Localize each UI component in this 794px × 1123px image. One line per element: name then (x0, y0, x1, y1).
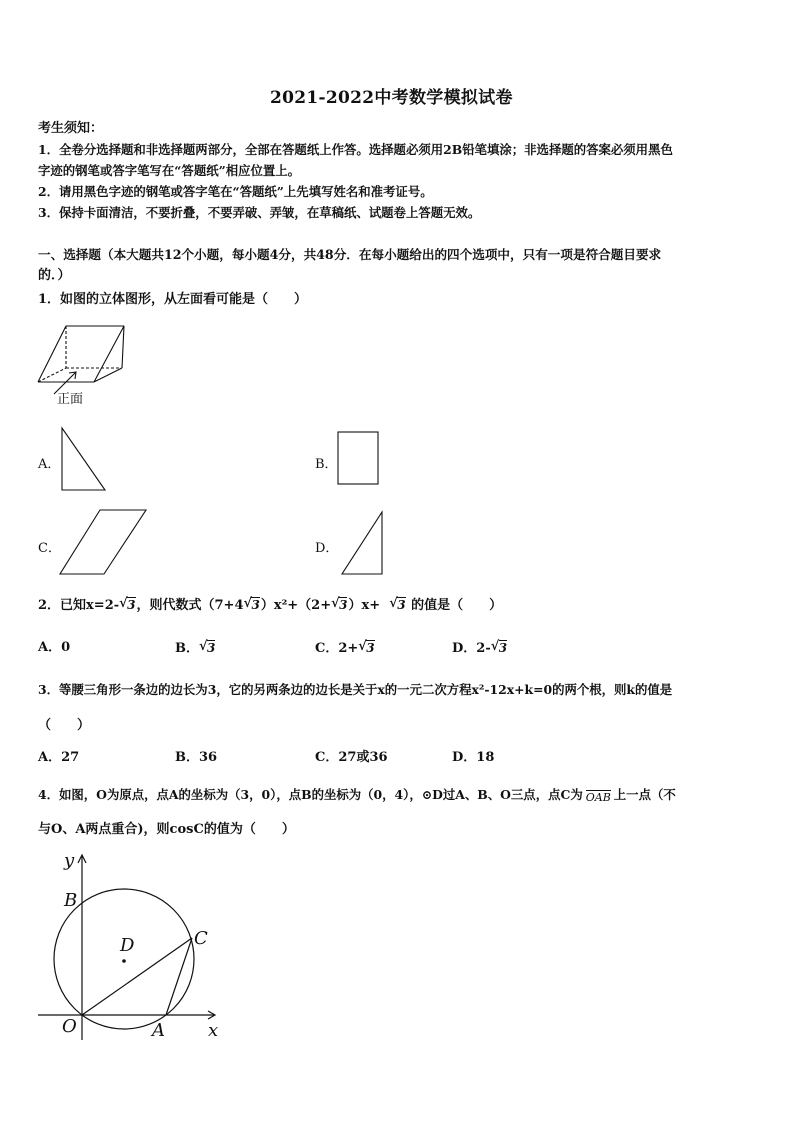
q2-part-5: 的值是（ ） (411, 598, 503, 613)
q3-option-d[interactable]: D．18 (452, 750, 495, 765)
q2-option-d[interactable] (452, 640, 508, 657)
page-title: 2021-2022中考数学模拟试卷 (270, 88, 513, 108)
q1-solid-figure (36, 322, 136, 402)
q4-arc-label: OAB (585, 791, 611, 804)
q2-part-3: ）x²+（2+ (260, 598, 332, 613)
q2-option-d-sqrt: √ 3 (492, 640, 507, 656)
question-1-stem: 1．如图的立体图形，从左面看可能是（ ） (38, 292, 308, 307)
q4-label-b: B (64, 890, 78, 911)
q2-option-c-sqrt: √ 3 (359, 640, 374, 656)
q4-coordinate-figure (36, 850, 236, 1050)
q4-stem-part-2: 上一点（不 (613, 787, 676, 802)
q1-option-a-label[interactable]: A． (38, 457, 61, 472)
question-4-stem-line2: 与O、A两点重合)，则cosC的值为（ ） (38, 822, 295, 837)
q1-option-b-shape (336, 430, 381, 490)
question-3-paren: （ ） (38, 718, 91, 733)
q2-sqrt-2: √ 3 (244, 597, 259, 613)
q1-option-c-label[interactable]: C． (38, 541, 61, 556)
q1-option-a-shape (60, 425, 110, 495)
q2-sqrt-1: √ 3 (120, 597, 135, 613)
notice-heading: 考生须知： (38, 121, 104, 136)
q4-label-x: x (208, 1020, 219, 1041)
question-4-stem-line1 (38, 787, 676, 804)
q4-label-c: C (194, 928, 208, 949)
q4-stem-part-1: 4．如图，O为原点，点A的坐标为（3，0），点B的坐标为（0，4），⊙D过A、B、O三点，点C为 (38, 787, 583, 802)
question-3-stem: 3．等腰三角形一条边的边长为3，它的另两条边的边长是关于x的一元二次方程x²-12x+k=0的两个根，则k的值是 (38, 682, 673, 697)
q4-label-a: A (152, 1020, 165, 1041)
q1-option-b-label[interactable]: B． (315, 457, 338, 472)
q3-option-b[interactable]: B．36 (175, 750, 218, 765)
q2-option-b[interactable] (175, 640, 216, 657)
q2-option-b-label: B． (175, 641, 199, 656)
q4-label-o: O (62, 1016, 77, 1037)
question-2-stem (38, 597, 502, 614)
q4-label-y: y (64, 850, 75, 871)
q1-option-d-shape (340, 508, 390, 578)
q4-label-d: D (120, 935, 135, 956)
q3-option-a[interactable]: A．27 (38, 750, 80, 765)
q2-option-b-sqrt: √ 3 (200, 640, 215, 656)
q1-option-d-label[interactable]: D． (315, 541, 339, 556)
q2-option-c[interactable] (315, 640, 376, 657)
q2-option-d-label: D．2- (452, 641, 491, 656)
q3-option-c[interactable]: C．27或36 (315, 750, 388, 765)
q2-part-2: ，则代数式（7+4 (136, 598, 244, 613)
q2-part-1: 2．已知x=2- (38, 598, 120, 613)
q2-part-4: ）x+ (348, 598, 381, 613)
q2-option-a[interactable]: A．0 (38, 640, 71, 655)
notice-line-1a: 1．全卷分选择题和非选择题两部分，全部在答题纸上作答。选择题必须用2B铅笔填涂；非选择题的答案必须用黑色 (38, 142, 673, 157)
notice-line-1b: 字迹的钢笔或答字笔写在“答题纸”相应位置上。 (38, 163, 301, 178)
notice-line-3: 3．保持卡面清洁，不要折叠，不要弄破、弄皱，在草稿纸、试题卷上答题无效。 (38, 205, 481, 220)
section-heading-line2: 的．） (38, 268, 71, 283)
notice-line-2: 2．请用黑色字迹的钢笔或答字笔在“答题纸”上先填写姓名和准考证号。 (38, 184, 433, 199)
q1-figure-label: 正面 (57, 392, 84, 407)
section-heading-line1: 一、选择题（本大题共12个小题，每小题4分，共48分．在每小题给出的四个选项中，只有一项是符合题目要求 (38, 247, 662, 262)
q2-sqrt-4: √ 3 (390, 597, 405, 613)
q1-option-c-shape (58, 508, 158, 578)
q2-sqrt-3: √ 3 (332, 597, 347, 613)
q2-option-c-label: C．2+ (315, 641, 359, 656)
